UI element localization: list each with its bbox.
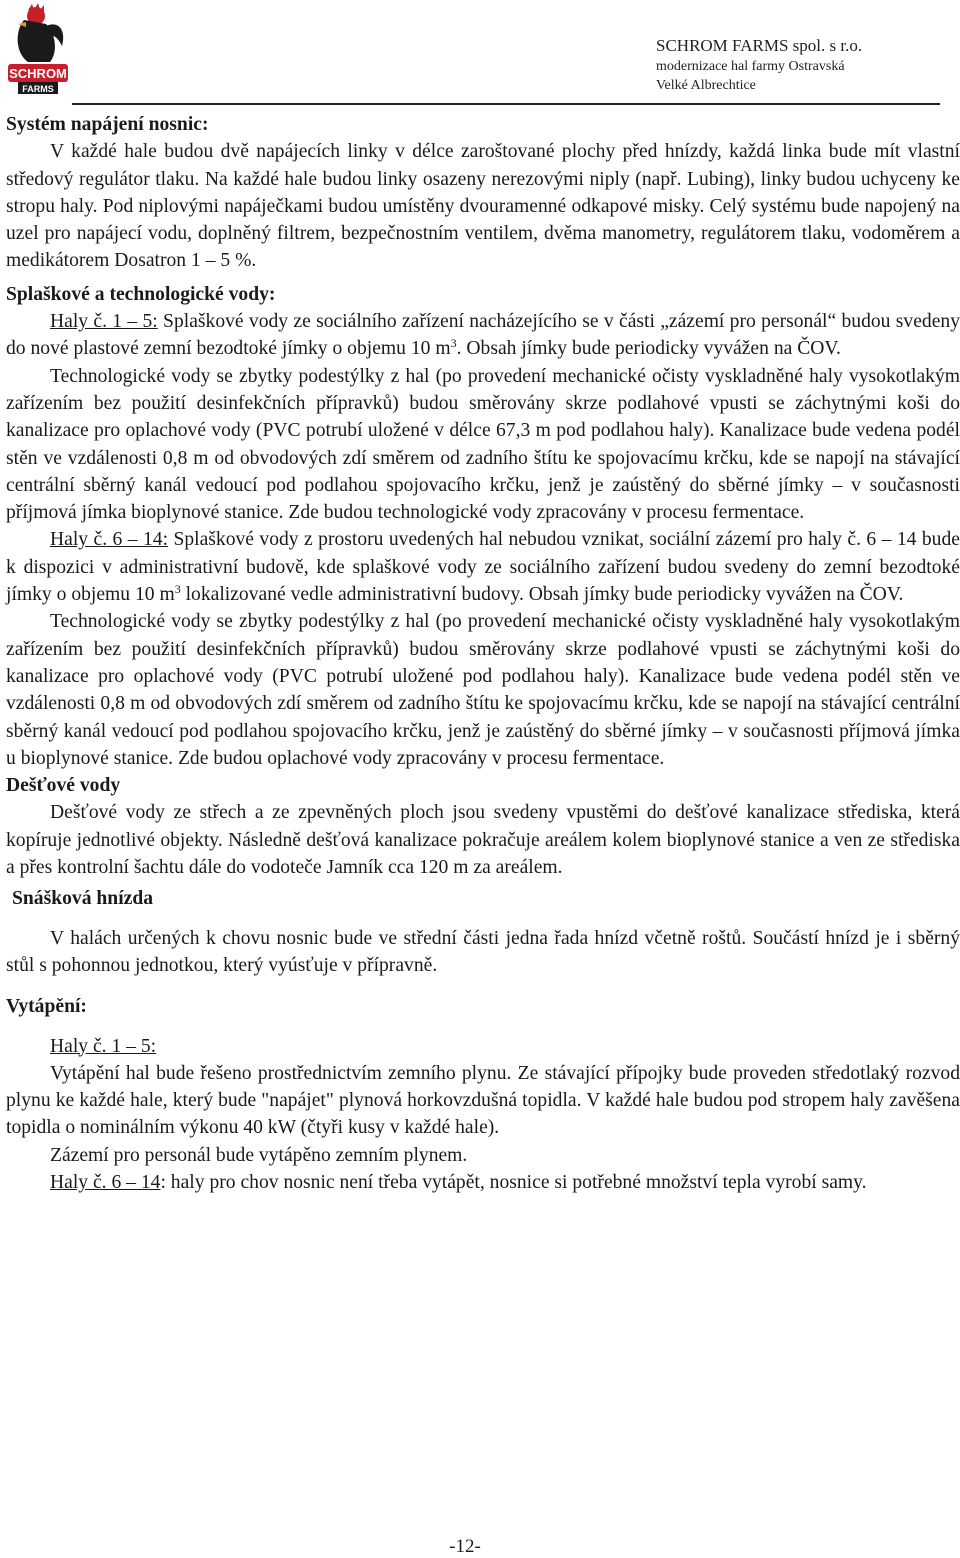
heading-vytapeni: Vytápění: — [6, 996, 87, 1018]
paragraph-splaskove-haly-6-14: Haly č. 6 – 14: Splaškové vody z prostoru uvedených hal nebudou vznikat, sociální zázemí pro haly č. 6 – 14 bude k dispozici v administrativní budově, kde splaškové vody ze sociálního zařízení budou svedeny do zemní bezodtoké jímky o objemu 10 $m^3$ lokalizované vedle administrativní budovy. Obsah jímky bude periodicky vyvážen na ČOV. — [6, 529, 960, 606]
header-rule — [72, 103, 940, 105]
paragraph-vytapeni: Vytápění hal bude řešeno prostřednictvím zemního plynu. Ze stávající přípojky bude proveden středotlaký rozvod plynu ke každé hale, který bude "napájet" plynová horkovzdušná topidla. V každé hale budou pod stropem haly zavěšena topidla o nominálním výkonu 40 kW (čtyři kusy v každé hale). — [6, 1062, 960, 1139]
heading-splaskove: Splaškové a technologické vody: — [6, 283, 276, 305]
paragraph-hnizda: V halách určených k chovu nosnic bude ve střední části jedna řada hnízd včetně roštů. Součástí hnízd je i sběrný stůl s pohonnou jednotkou, který vyúsťuje v přípravně. — [6, 927, 960, 976]
svg-text:FARMS: FARMS — [22, 84, 54, 94]
heading-hnizda: Snášková hnízda — [12, 888, 154, 910]
paragraph-technologicke-1: Technologické vody se zbytky podestýlky z hal (po provedení mechanické očisty vyskladněné haly vysokotlakým zařízením bez použití desinfekčních přípravků) budou směrovány skrze podlahové vpusti se záchytnými koši do kanalizace pro oplachové vody (PVC potrubí uložené v délce 67,3 m pod podlahou haly). Kanalizace bude vedena podél stěn ve vzdálenosti 0,8 m od obvodových zdí směrem od zadního štítu ke spojovacímu krčku, kde se napojí na stávající centrální sběrný kanál vedoucí pod podlahou spojovacího krčku, jenž je zaústěný do sběrné jímky – v současnosti příjmová jímka bioplynové stanice. Zde budou technologické vody zpracovány v procesu fermentace. — [6, 365, 960, 524]
page-number: -12- — [449, 1536, 481, 1557]
label-haly-6-14: Haly č. 6 – 14: — [50, 529, 169, 551]
paragraph-vytapeni-haly-6-14: Haly č. 6 – 14: haly pro chov nosnic není třeba vytápět, nosnice si potřebné množství tepla vyrobí samy. — [50, 1171, 867, 1193]
label-haly-1-5: Haly č. 1 – 5: — [50, 311, 158, 333]
heading-napajeni: Systém napájení nosnic: — [6, 114, 209, 135]
paragraph-destove: Dešťové vody ze střech a ze zpevněných ploch jsou svedeny vpustěmi do dešťové kanalizace střediska, která kopíruje jednotlivé objekty. Následně dešťová kanalizace pokračuje areálem kolem bioplynové stanice a ven ze střediska a přes kontrolní šachtu dále do vodoteče Jamník cca 120 m za areálem. — [6, 802, 960, 879]
document-body — [6, 111, 960, 1196]
paragraph-zazemi: Zázemí pro personál bude vytápěno zemním plynem. — [50, 1144, 468, 1166]
svg-text:SCHROM: SCHROM — [9, 66, 67, 81]
paragraph-napajeni: V každé hale budou dvě napájecích linky v délce zaroštované plochy před hnízdy, každá linka bude mít vlastní středový regulátor tlaku. Na každé hale budou linky osazeny nerezovými niply (např. Lubing), linky budou uchyceny ke stropu haly. Pod niplovými napáječkami budou umístěny dvouramenné odkapové misky. Celý systému bude napojený na uzel pro napájecí vodu, doplněný filtrem, bezpečnostním ventilem, dvěma manometry, regulátorem tlaku, vodoměrem a medikátorem Dosatron 1 – 5 %. — [6, 141, 960, 272]
project-name: modernizace hal farmy Ostravská — [656, 59, 845, 74]
label-vytapeni-haly-1-5: Haly č. 1 – 5: — [50, 1035, 157, 1057]
paragraph-technologicke-2: Technologické vody se zbytky podestýlky z hal (po provedení mechanické očisty vyskladněné haly vysokotlakým zařízením bez použití desinfekčních přípravků) budou směrovány skrze podlahové vpusti se záchytnými koši do kanalizace pro oplachové vody (PVC potrubí uložené pod podlahou haly). Kanalizace bude vedena podél stěn ve vzdálenosti 0,8 m od obvodových zdí směrem od zadního štítu ke spojovacímu krčku, kde se napojí na stávající centrální sběrný kanál vedoucí pod podlahou spojovacího krčku, jenž je zaústěný do sběrné jímky – v současnosti příjmová jímka u bioplynové stanice. Zde budou oplachové vody zpracovány v procesu fermentace. — [6, 611, 960, 769]
heading-destove: Dešťové vody — [6, 775, 121, 797]
label-vytapeni-haly-6-14: Haly č. 6 – 14 — [50, 1171, 161, 1193]
page-header — [0, 0, 960, 106]
paragraph-splaskove-haly-1-5: Haly č. 1 – 5: Splaškové vody ze sociálního zařízení nacházejícího se v části „zázemí pro personál“ budou svedeny do nové plastové zemní bezodtoké jímky o objemu 10 $m^3$. Obsah jímky bude periodicky vyvážen na ČOV. — [6, 311, 960, 360]
project-location: Velké Albrechtice — [656, 78, 756, 93]
schrom-farms-logo — [6, 2, 70, 102]
company-name: SCHROM FARMS spol. s r.o. — [656, 36, 863, 55]
